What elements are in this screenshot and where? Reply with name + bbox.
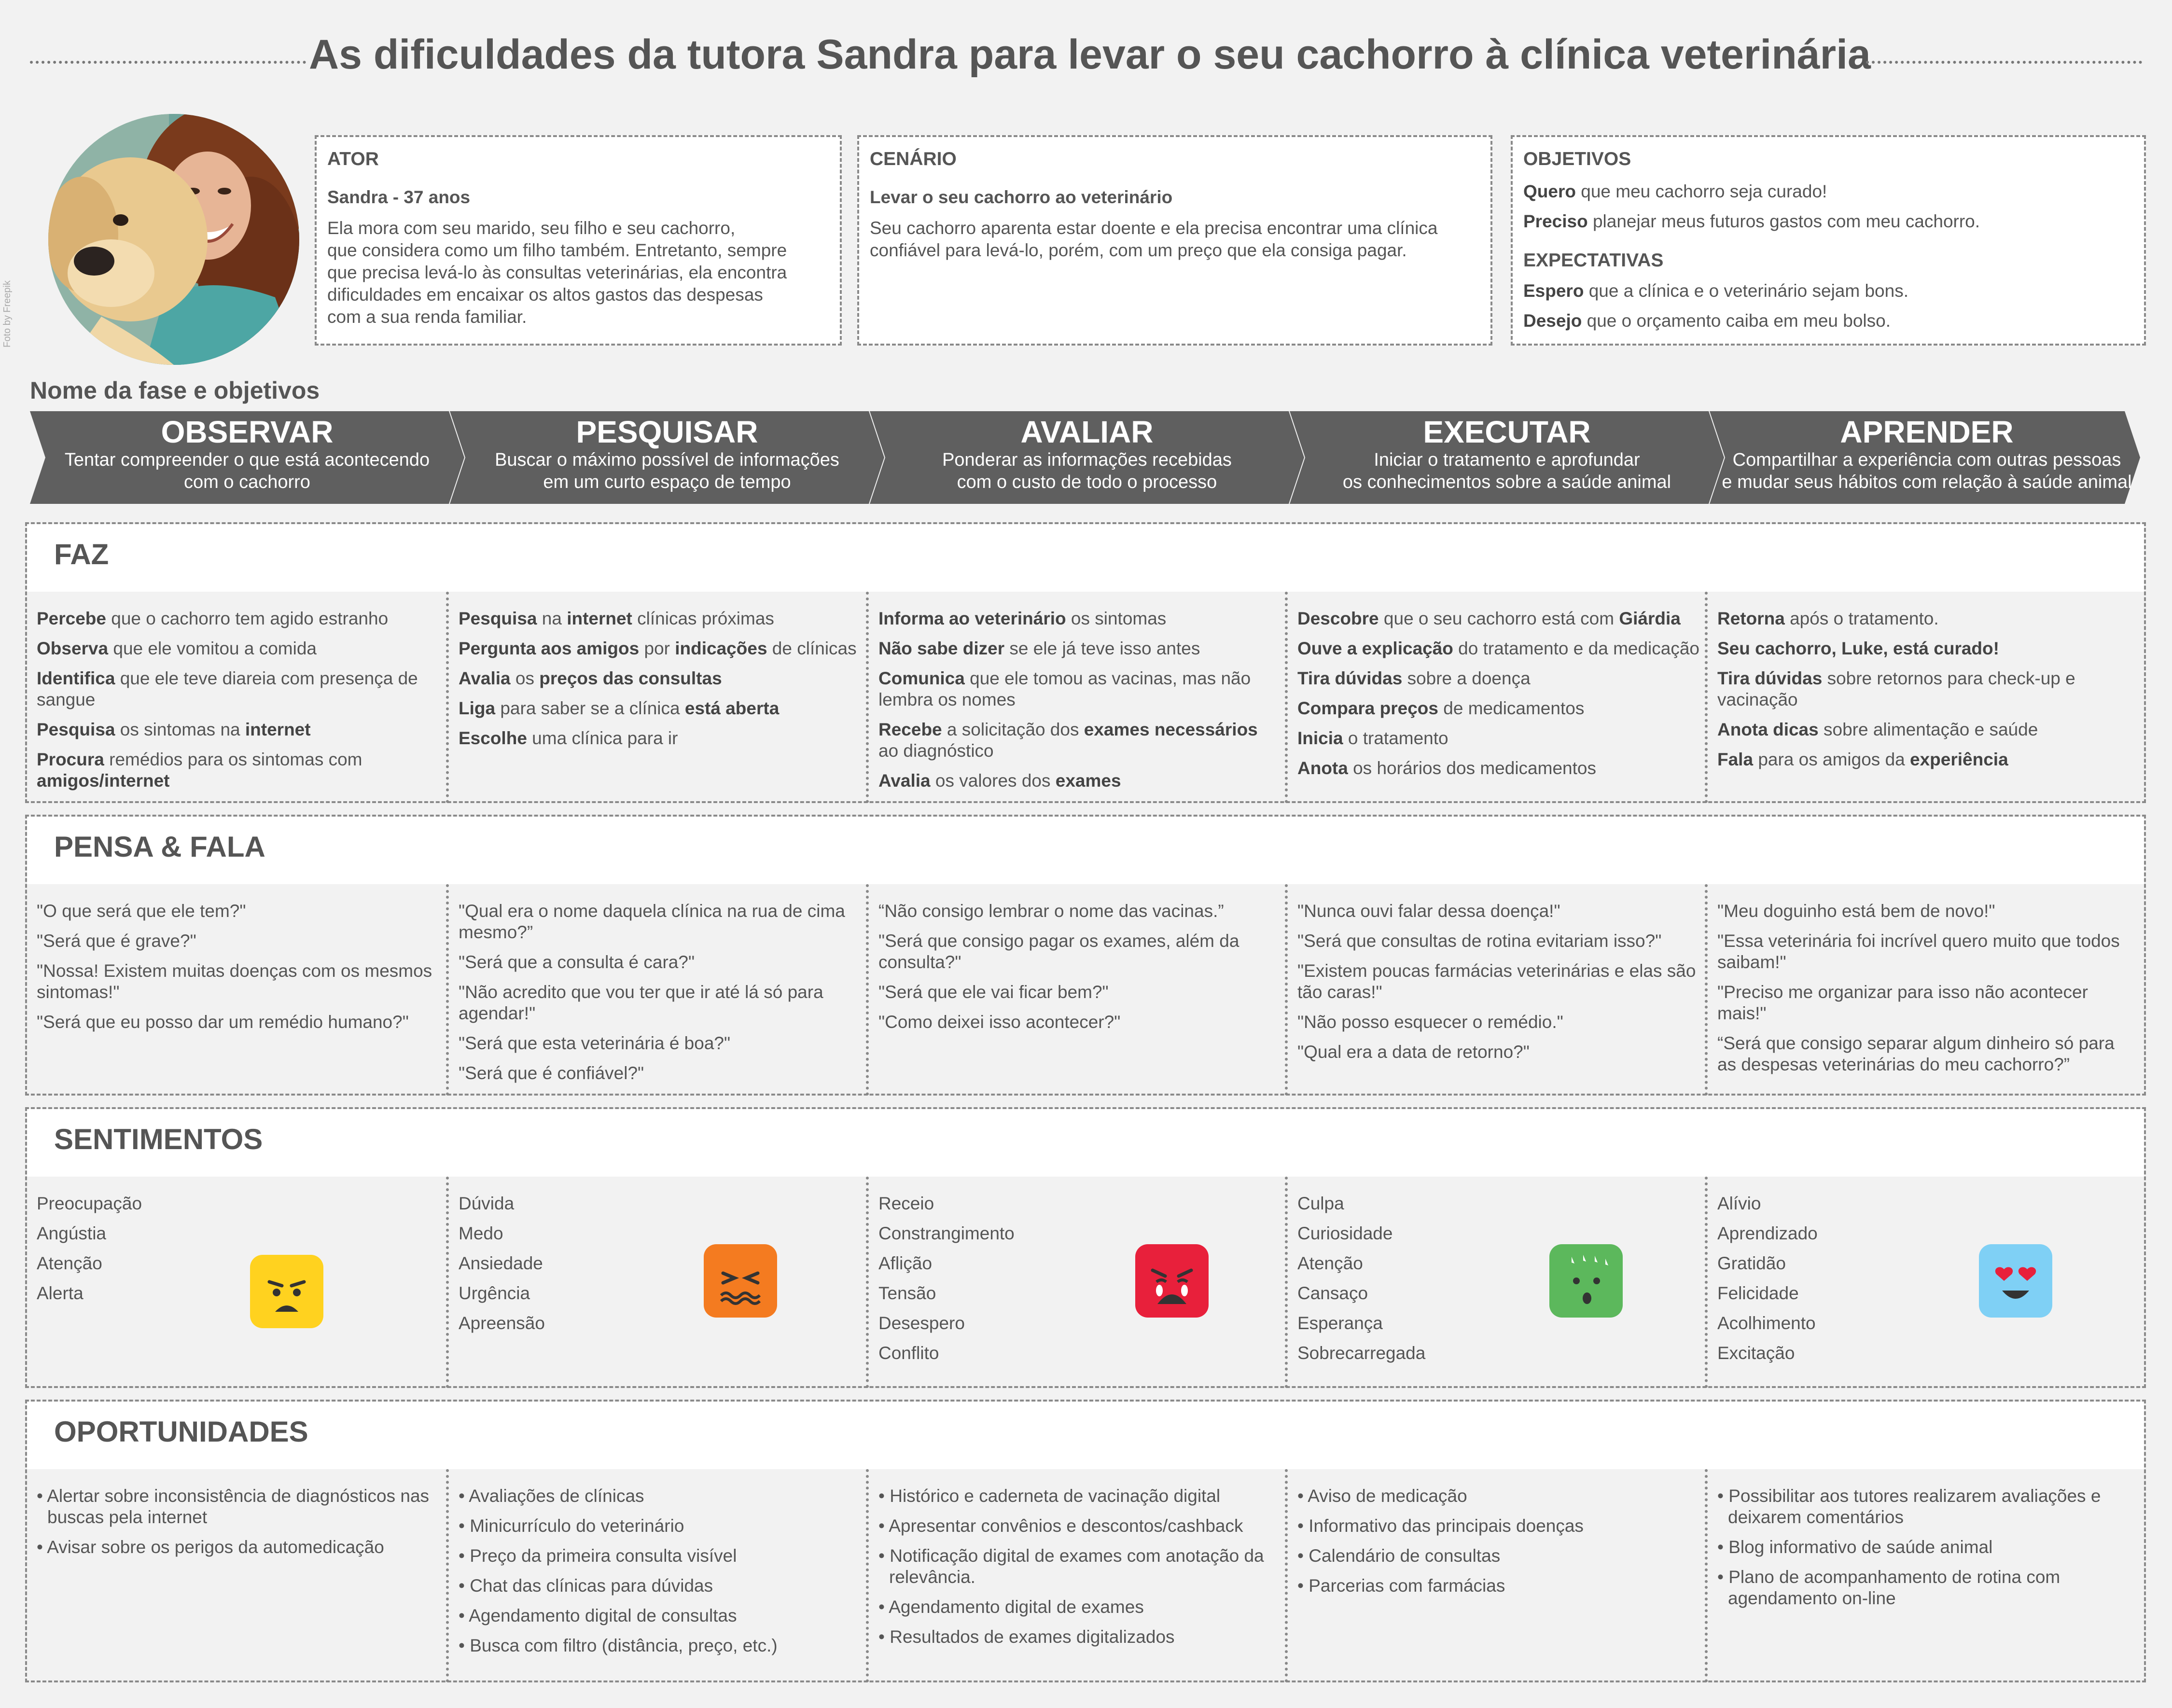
bullet-icon: • <box>878 1546 890 1566</box>
feeling-word: Sobrecarregada <box>1297 1343 1426 1363</box>
action-item: Pergunta aos amigos por indicações de clínicas <box>459 639 857 658</box>
feeling-word: Angústia <box>37 1223 106 1243</box>
thought-quote: "Será que consultas de rotina evitariam isso?" <box>1297 931 1662 951</box>
section-title: FAZ <box>27 524 2144 592</box>
thought-quote: "Existem poucas farmácias veterinárias e elas são tão caras!" <box>1297 961 1696 1002</box>
feeling-word: Desespero <box>878 1313 965 1333</box>
bullet-icon: • <box>459 1606 469 1625</box>
opportunity-item: • Aviso de medicação <box>1297 1486 1467 1506</box>
feeling-word: Gratidão <box>1717 1253 1786 1273</box>
action-item: Descobre que o seu cachorro está com Giárdia <box>1297 609 1681 628</box>
action-item: Anota dicas sobre alimentação e saúde <box>1717 720 2038 739</box>
action-item: Ouve a explicação do tratamento e da medicação <box>1297 639 1699 658</box>
action-item: Fala para os amigos da experiência <box>1717 750 2008 769</box>
actor-line: dificuldades em encaixar os altos gastos das despesas <box>327 285 763 305</box>
bullet-icon: • <box>1717 1486 1729 1506</box>
oportunidades-columns <box>27 1469 2144 1682</box>
bullet-icon: • <box>1297 1516 1309 1536</box>
actor-line: que considera como um filho também. Entretanto, sempre <box>327 240 787 260</box>
bullet-icon: • <box>1297 1576 1309 1596</box>
bullet-icon: • <box>459 1636 470 1655</box>
thought-quote: "Será que é grave?" <box>37 931 196 951</box>
opportunity-item: • Plano de acompanhamento de rotina com agendamento on-line <box>1717 1567 2061 1608</box>
opportunity-item: • Resultados de exames digitalizados <box>878 1627 1175 1647</box>
action-item: Não sabe dizer se ele já teve isso antes <box>878 639 1200 658</box>
feeling-word: Alerta <box>37 1283 84 1303</box>
scenario-card <box>857 135 1492 346</box>
section-pensa-fala <box>25 815 2146 1096</box>
action-item: Comunica que ele tomou as vacinas, mas não lembra os nomes <box>878 668 1251 709</box>
column-3 <box>866 1177 1277 1388</box>
action-item: Escolhe uma clínica para ir <box>459 728 678 748</box>
action-item: Avalia os valores dos exames <box>878 771 1121 791</box>
bullet-icon: • <box>459 1576 470 1596</box>
phase-observar: OBSERVAR Tentar compreender o que está acontecendo com o cachorro <box>64 415 430 492</box>
objective-item: Preciso planejar meus futuros gastos com meu cachorro. <box>1523 211 1980 231</box>
action-item: Tira dúvidas sobre retornos para check-up e vacinação <box>1717 668 2075 709</box>
expectations-label: EXPECTATIVAS <box>1523 250 1664 271</box>
opportunity-item: • Calendário de consultas <box>1297 1546 1501 1566</box>
thought-quote: "Preciso me organizar para isso não acontecer mais!" <box>1717 982 2088 1023</box>
feeling-word: Urgência <box>459 1283 530 1303</box>
opportunity-item: • Agendamento digital de exames <box>878 1597 1144 1617</box>
bullet-icon: • <box>1297 1546 1309 1566</box>
feeling-word: Acolhimento <box>1717 1313 1816 1333</box>
photo-credit: Foto by Freepik <box>2 280 13 347</box>
thought-quote: "Meu doguinho está bem de novo!" <box>1717 901 1995 921</box>
column-5 <box>1705 592 2130 803</box>
section-title: PENSA & FALA <box>27 817 2144 884</box>
objective-item: Quero que meu cachorro seja curado! <box>1523 181 1827 201</box>
action-item: Seu cachorro, Luke, está curado! <box>1717 639 1999 658</box>
action-item: Percebe que o cachorro tem agido estranho <box>37 609 389 628</box>
column-2 <box>446 592 861 803</box>
heart-eyes-face-icon <box>1979 1244 2052 1318</box>
opportunity-item: • Possibilitar aos tutores realizarem avaliações e deixarem comentários <box>1717 1486 2101 1527</box>
column-1 <box>27 592 438 803</box>
column-4 <box>1285 592 1700 803</box>
action-item: Informa ao veterinário os sintomas <box>878 609 1167 628</box>
feeling-word: Excitação <box>1717 1343 1795 1363</box>
thought-quote: "O que será que ele tem?" <box>37 901 246 921</box>
thought-quote: "Qual era a data de retorno?" <box>1297 1042 1530 1062</box>
section-oportunidades <box>25 1400 2146 1682</box>
column-4 <box>1285 1177 1700 1388</box>
sweating-face-icon <box>1549 1244 1623 1318</box>
column-2 <box>446 1177 861 1388</box>
action-item: Recebe a solicitação dos exames necessários ao diagnóstico <box>878 720 1258 761</box>
persona-photo-illustration <box>48 114 299 365</box>
phase-aprender: APRENDER Compartilhar a experiência com outras pessoas e mudar seus hábitos com relação à saúde animal <box>1722 415 2132 492</box>
opportunity-item: • Busca com filtro (distância, preço, etc.) <box>459 1636 778 1655</box>
feeling-word: Receio <box>878 1194 934 1213</box>
phase-executar: EXECUTAR Iniciar o tratamento e aprofundar os conhecimentos sobre a saúde animal <box>1342 415 1671 492</box>
crying-face-icon <box>1135 1244 1209 1318</box>
opportunity-item: • Avaliações de clínicas <box>459 1486 644 1506</box>
actor-name: Sandra - 37 anos <box>327 187 471 207</box>
scenario-line: confiável para levá-lo, porém, com um preço que ela consiga pagar. <box>870 240 1407 260</box>
action-item: Identifica que ele teve diareia com presença de sangue <box>37 668 418 709</box>
actor-line: com a sua renda familiar. <box>327 307 527 327</box>
section-title: SENTIMENTOS <box>27 1109 2144 1177</box>
column-1 <box>27 1177 438 1388</box>
action-item: Liga para saber se a clínica está aberta <box>459 698 780 718</box>
pensa-columns <box>27 884 2144 1096</box>
feeling-word: Felicidade <box>1717 1283 1799 1303</box>
faz-columns <box>27 592 2144 803</box>
phase-bar <box>30 411 2140 504</box>
column-2 <box>446 1469 861 1682</box>
feeling-word: Atenção <box>37 1253 102 1273</box>
column-4 <box>1285 884 1700 1096</box>
title-rule-right <box>1866 61 2142 64</box>
thought-quote: "Como deixei isso acontecer?" <box>878 1012 1121 1032</box>
column-3 <box>866 1469 1277 1682</box>
column-4 <box>1285 1469 1700 1682</box>
opportunity-item: • Agendamento digital de consultas <box>459 1606 737 1625</box>
column-3 <box>866 592 1277 803</box>
bullet-icon: • <box>878 1516 889 1536</box>
actor-line: que precisa levá-lo às consultas veterinárias, ela encontra <box>327 263 787 282</box>
objectives-label: OBJETIVOS <box>1523 149 1631 169</box>
bullet-icon: • <box>37 1486 47 1506</box>
bullet-icon: • <box>1717 1537 1729 1557</box>
opportunity-item: • Informativo das principais doenças <box>1297 1516 1584 1536</box>
opportunity-item: • Alertar sobre inconsistência de diagnósticos nas buscas pela internet <box>37 1486 430 1527</box>
thought-quote: "Será que consigo pagar os exames, além da consulta?" <box>878 931 1239 972</box>
feeling-word: Alívio <box>1717 1194 1761 1213</box>
bullet-icon: • <box>459 1486 469 1506</box>
thought-quote: "Essa veterinária foi incrível quero muito que todos saibam!" <box>1717 931 2120 972</box>
column-5 <box>1705 1469 2130 1682</box>
feeling-word: Atenção <box>1297 1253 1363 1273</box>
actor-label: ATOR <box>327 149 379 169</box>
bullet-icon: • <box>459 1516 470 1536</box>
opportunity-item: • Preço da primeira consulta visível <box>459 1546 737 1566</box>
action-item: Avalia os preços das consultas <box>459 668 722 688</box>
section-title: OPORTUNIDADES <box>27 1402 2144 1469</box>
actor-card <box>315 135 842 346</box>
feeling-word: Cansaço <box>1297 1283 1368 1303</box>
thought-quote: "Será que é confiável?" <box>459 1063 644 1083</box>
action-item: Pesquisa os sintomas na internet <box>37 720 311 739</box>
sentimentos-columns <box>27 1177 2144 1388</box>
action-item: Compara preços de medicamentos <box>1297 698 1585 718</box>
thought-quote: "Será que eu posso dar um remédio humano?" <box>37 1012 409 1032</box>
feeling-word: Ansiedade <box>459 1253 543 1273</box>
feeling-word: Culpa <box>1297 1194 1344 1213</box>
thought-quote: "Não posso esquecer o remédio." <box>1297 1012 1563 1032</box>
actor-line: Ela mora com seu marido, seu filho e seu cachorro, <box>327 218 736 238</box>
expectation-item: Desejo que o orçamento caiba em meu bolso. <box>1523 311 1891 331</box>
section-sentimentos <box>25 1107 2146 1388</box>
persona-photo <box>48 114 299 365</box>
opportunity-item: • Blog informativo de saúde animal <box>1717 1537 1993 1557</box>
feeling-word: Curiosidade <box>1297 1223 1393 1243</box>
opportunity-item: • Notificação digital de exames com anotação da relevância. <box>878 1546 1264 1587</box>
action-item: Tira dúvidas sobre a doença <box>1297 668 1531 688</box>
thought-quote: "Não acredito que vou ter que ir até lá só para agendar!" <box>459 982 823 1023</box>
feeling-word: Preocupação <box>37 1194 142 1213</box>
opportunity-item: • Histórico e caderneta de vacinação digital <box>878 1486 1221 1506</box>
thought-quote: “Não consigo lembrar o nome das vacinas.” <box>878 901 1224 921</box>
bullet-icon: • <box>878 1486 890 1506</box>
feeling-word: Medo <box>459 1223 503 1243</box>
feeling-word: Tensão <box>878 1283 936 1303</box>
scenario-line: Seu cachorro aparenta estar doente e ela precisa encontrar uma clínica <box>870 218 1438 238</box>
column-1 <box>27 1469 438 1682</box>
anxious-face-icon <box>704 1244 777 1318</box>
bullet-icon: • <box>459 1546 470 1566</box>
scenario-title: Levar o seu cachorro ao veterinário <box>870 187 1173 207</box>
expectation-item: Espero que a clínica e o veterinário sejam bons. <box>1523 281 1908 301</box>
column-1 <box>27 884 438 1096</box>
thought-quote: “Será que consigo separar algum dinheiro só para as despesas veterinárias do meu cachorro?” <box>1717 1033 2115 1074</box>
bullet-icon: • <box>878 1597 889 1617</box>
action-item: Observa que ele vomitou a comida <box>37 639 317 658</box>
feeling-word: Apreensão <box>459 1313 545 1333</box>
feeling-word: Constrangimento <box>878 1223 1015 1243</box>
action-item: Procura remédios para os sintomas com amigos/internet <box>37 750 362 791</box>
opportunity-item: • Parcerias com farmácias <box>1297 1576 1505 1596</box>
bullet-icon: • <box>1717 1567 1729 1587</box>
opportunity-item: • Apresentar convênios e descontos/cashback <box>878 1516 1243 1536</box>
opportunity-item: • Minicurrículo do veterinário <box>459 1516 684 1536</box>
opportunity-item: • Avisar sobre os perigos da automedicação <box>37 1537 384 1557</box>
title-rule-left <box>30 61 306 64</box>
worried-face-icon <box>250 1255 323 1328</box>
scenario-label: CENÁRIO <box>870 149 957 169</box>
thought-quote: "Será que ele vai ficar bem?" <box>878 982 1109 1002</box>
column-5 <box>1705 1177 2130 1388</box>
thought-quote: "Será que a consulta é cara?" <box>459 952 695 972</box>
feeling-word: Esperança <box>1297 1313 1383 1333</box>
action-item: Inicia o tratamento <box>1297 728 1448 748</box>
column-5 <box>1705 884 2130 1096</box>
feeling-word: Aflição <box>878 1253 933 1273</box>
bullet-icon: • <box>1297 1486 1308 1506</box>
section-faz <box>25 522 2146 803</box>
action-item: Anota os horários dos medicamentos <box>1297 758 1596 778</box>
feeling-word: Conflito <box>878 1343 939 1363</box>
phase-pesquisar: PESQUISAR Buscar o máximo possível de informações em um curto espaço de tempo <box>495 415 839 492</box>
feeling-word: Dúvida <box>459 1194 515 1213</box>
thought-quote: "Nunca ouvi falar dessa doença!" <box>1297 901 1560 921</box>
action-item: Retorna após o tratamento. <box>1717 609 1939 628</box>
phases-label: Nome da fase e objetivos <box>30 377 320 404</box>
thought-quote: "Qual era o nome daquela clínica na rua de cima mesmo?” <box>459 901 845 942</box>
column-2 <box>446 884 861 1096</box>
phase-avaliar: AVALIAR Ponderar as informações recebidas com o custo de todo o processo <box>942 415 1232 492</box>
page-title: As dificuldades da tutora Sandra para levar o seu cachorro à clínica veterinária <box>309 31 1871 78</box>
thought-quote: "Nossa! Existem muitas doenças com os mesmos sintomas!" <box>37 961 432 1002</box>
objectives-card <box>1511 135 2146 346</box>
bullet-icon: • <box>878 1627 890 1647</box>
column-3 <box>866 884 1277 1096</box>
action-item: Pesquisa na internet clínicas próximas <box>459 609 774 628</box>
opportunity-item: • Chat das clínicas para dúvidas <box>459 1576 713 1596</box>
feeling-word: Aprendizado <box>1717 1223 1818 1243</box>
thought-quote: "Será que esta veterinária é boa?" <box>459 1033 731 1053</box>
bullet-icon: • <box>37 1537 47 1557</box>
